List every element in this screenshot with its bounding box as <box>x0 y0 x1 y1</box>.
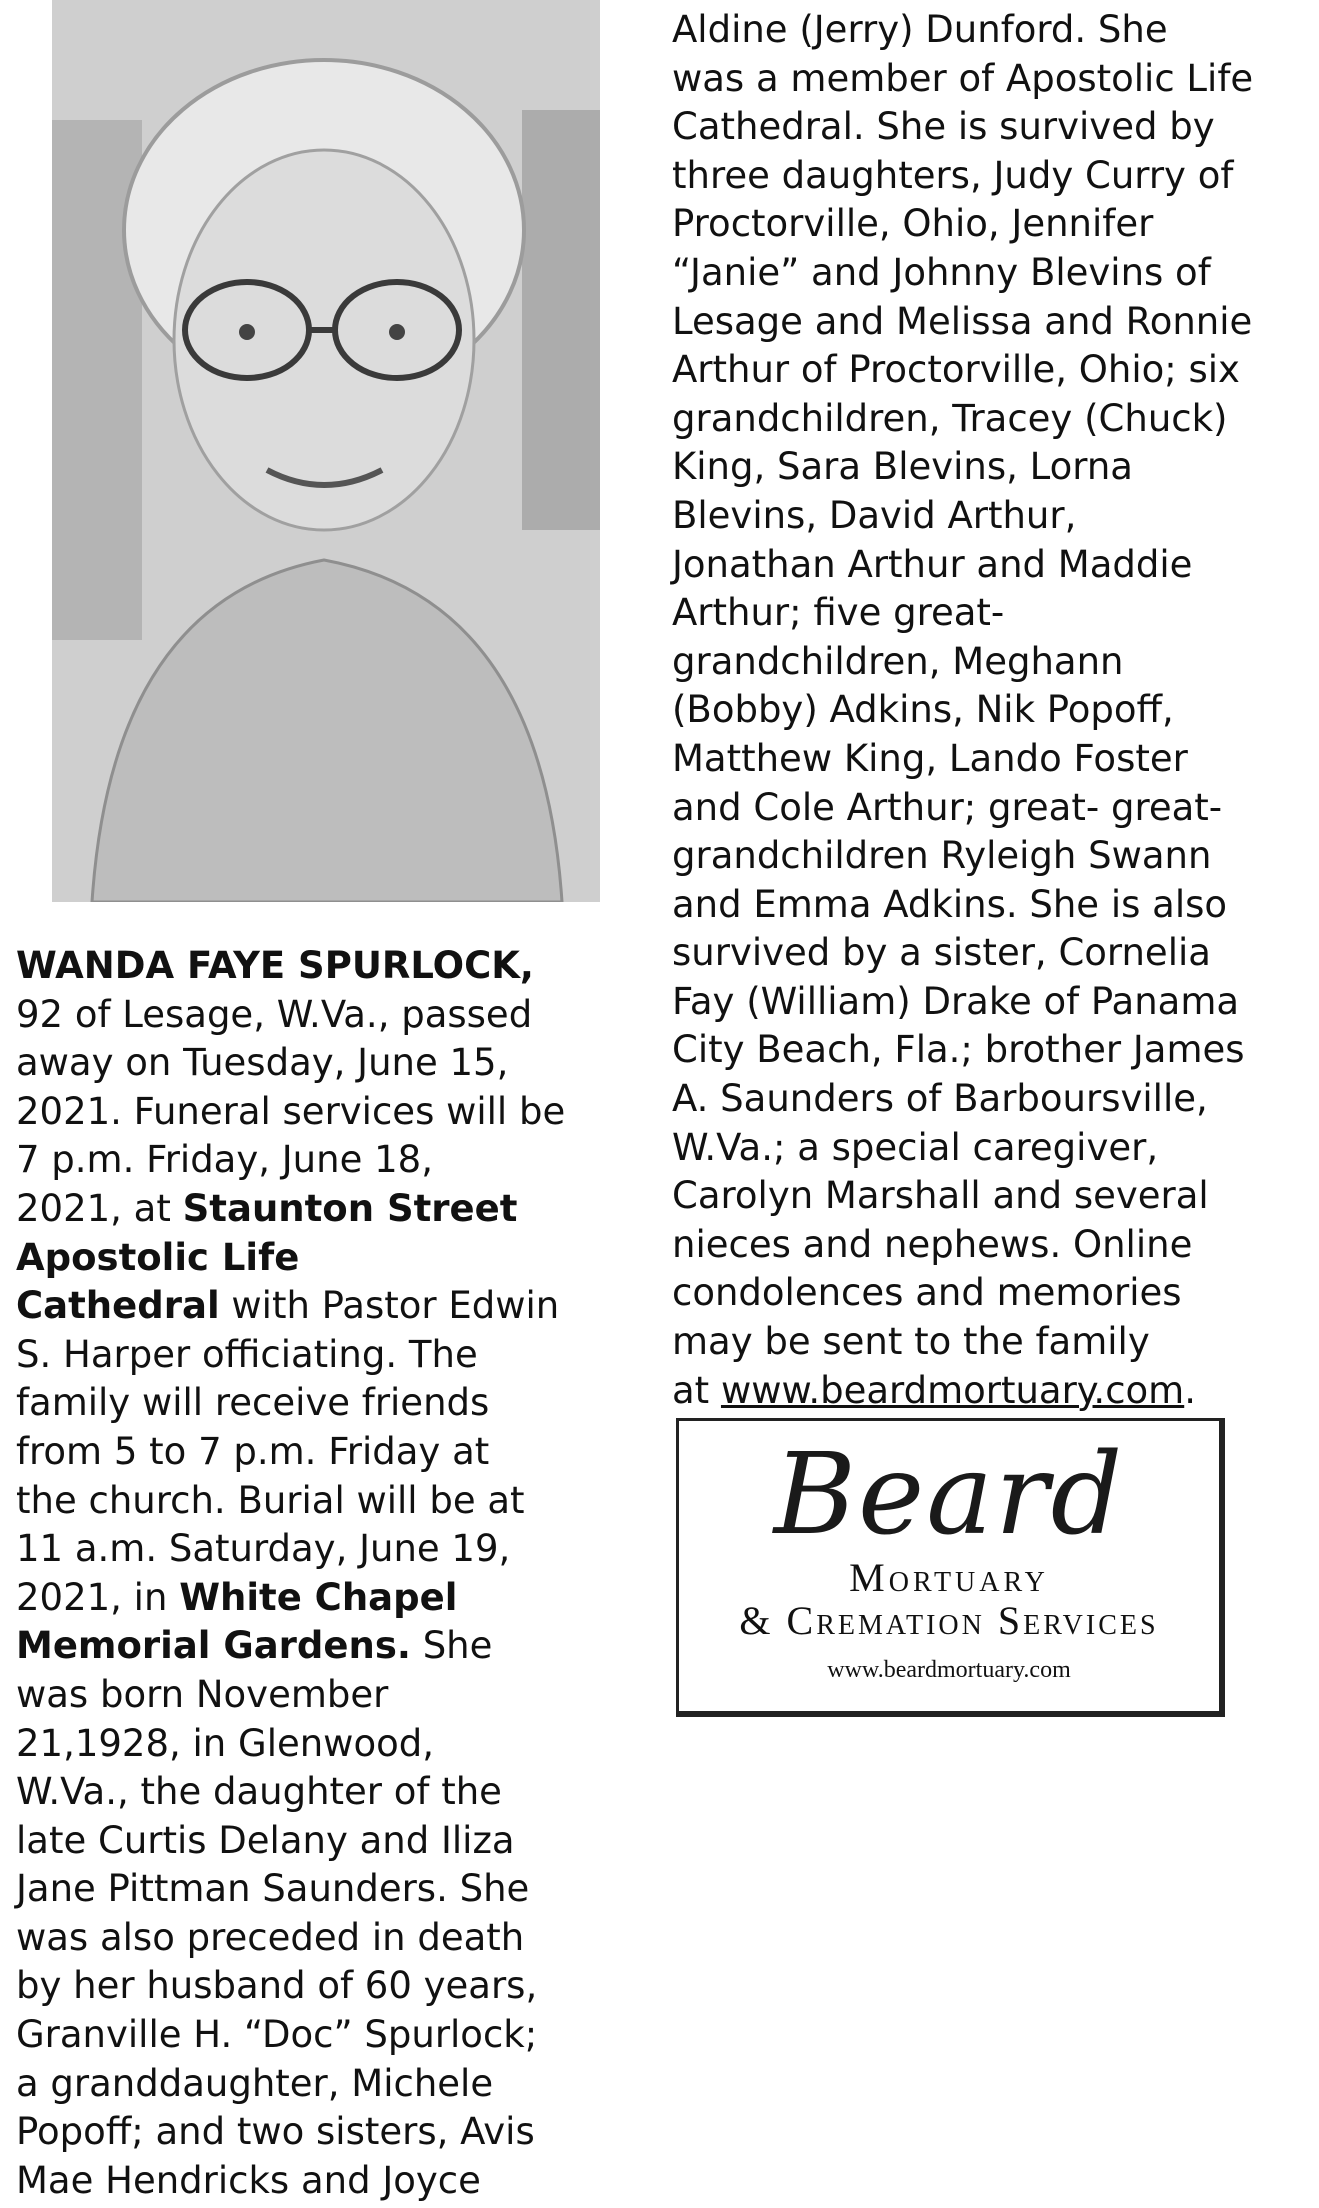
obituary-text-2: with Pastor Edwin S. Harper officiating. The family will receive friends from 5 to 7 p.m. Friday at the church. Burial will be at 11 a.m. Saturday, June 19, 2021, in <box>16 1284 560 1619</box>
mortuary-advertisement <box>676 1418 1225 1717</box>
burial-venue: White Chapel Memorial Gardens. <box>16 1575 458 1668</box>
obituary-left-column <box>16 942 626 2205</box>
obituary-text-1: 92 of Lesage, W.Va., passed away on Tuesday, June 15, 2021. Funeral services will be 7 p.m. Friday, June 18, 2021, at <box>16 992 566 1230</box>
ad-url: www.beardmortuary.com <box>827 1657 1071 1683</box>
obituary-text-right: Aldine (Jerry) Dunford. She was a member of Apostolic Life Cathedral. She is survived by three daughters, Judy Curry of Proctorville, Ohio, Jennifer “Janie” and Johnny Blevins of Lesage and Melissa and Ronnie Arthur of Proctorville, Ohio; six grandchildren, Tracey (Chuck) King, Sara Blevins, Lorna Blevins, David Arthur, Jonathan Arthur and Maddie Arthur; five great- grandchildren, Meghann (Bobby) Adkins, Nik Popoff, Matthew King, Lando Foster and Cole Arthur; great- great- grandchildren Ryleigh Swann and Emma Adkins. She is also survived by a sister, Cornelia Fay (William) Drake of Panama City Beach, Fla.; brother James A. Saunders of Barboursville, W.Va.; a special caregiver, Carolyn Marshall and several nieces and nephews. Online condolences and memories may be sent to the family at <box>672 8 1254 1412</box>
mortuary-link[interactable]: www.beardmortuary.com <box>720 1368 1185 1412</box>
obituary-text-3: She was born November 21,1928, in Glenwood, W.Va., the daughter of the late Curtis Delany and Iliza Jane Pittman Saunders. She was also preceded in death by her husband of 60 years, Granville H. “Doc” Spurlock; a granddaughter, Michele Popoff; and two sisters, Avis Mae Hendricks and Joyce <box>16 1624 538 2202</box>
deceased-name: WANDA FAYE SPURLOCK, <box>16 944 534 987</box>
ad-line-cremation: & Cremation Services <box>739 1598 1159 1643</box>
portrait-photo <box>52 0 600 902</box>
closing-period: . <box>1184 1368 1196 1412</box>
ad-line-mortuary: Mortuary <box>849 1555 1049 1600</box>
obituary-right-column <box>672 6 1312 1415</box>
portrait-illustration <box>52 0 600 902</box>
mortuary-logo: Beard <box>773 1430 1125 1560</box>
funeral-venue: Staunton Street Apostolic Life Cathedral <box>16 1186 518 1328</box>
